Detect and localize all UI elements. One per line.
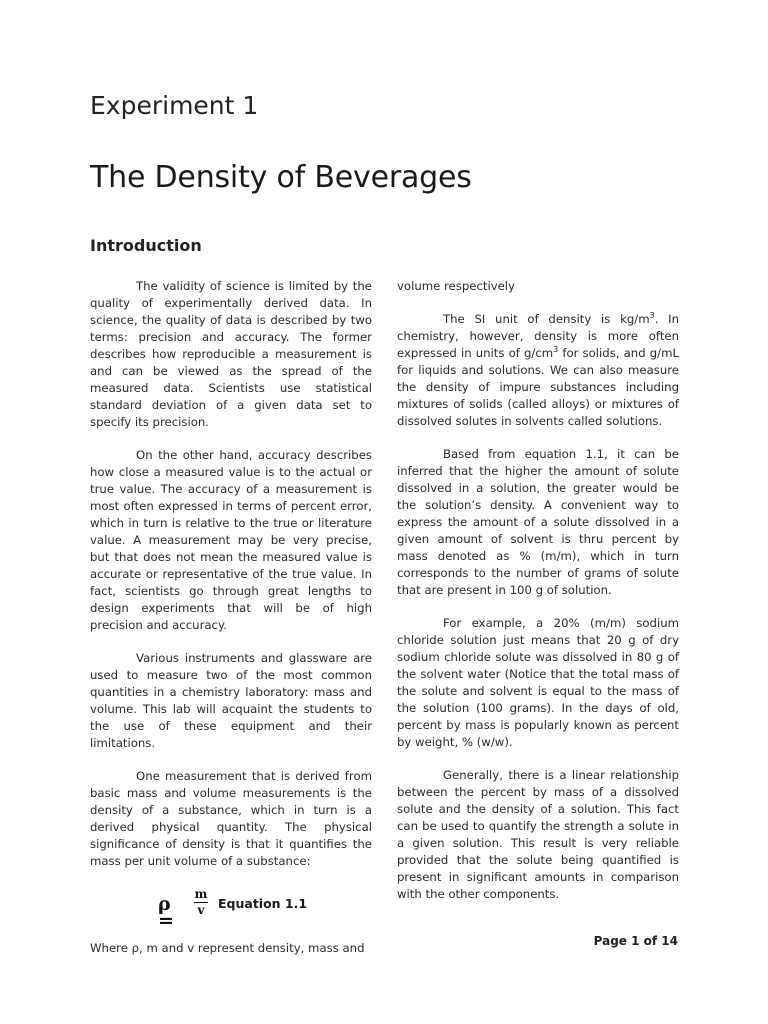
paragraph-density-definition: One measurement that is derived from basic mass and volume measurements is the density of a substance, which in turn is a derived physical quantity. The physical significance of density is that it quantifies the mass per unit volume of a substance: [90, 769, 372, 868]
paragraph-percent-by-mass: Based from equation 1.1, it can be inferred that the higher the amount of solute dissolved in a solution, the greater would be the solution’s density. A convenient way to express the amount of a solute dissolved in a given amount of solvent is thru percent by mass denoted as % (m/m), which in turn corresponds to the number of grams of solute that are present in 100 g of solution. [397, 447, 679, 597]
paragraph-precision: The validity of science is limited by the quality of experimentally derived data. In science, the quality of data is described by two terms: precision and accuracy. The former describes how reproducible a measurement is and can be viewed as the spread of the measured data. Scientists use statistical standard deviation of a given data set to specify its precision. [90, 279, 372, 429]
equation-fraction [194, 888, 208, 917]
si-unit-text-a: The SI unit of density is kg/m [443, 312, 650, 326]
paragraph-example: For example, a 20% (m/m) sodium chloride solution just means that 20 g of dry sodium chloride solute was dissolved in 80 g of the solvent water (Notice that the total mass of the solute and solvent is equal to the mass of the solution (100 grams). In the days of old, percent by mass is popularly known as percent by weight, % (w/w). [397, 616, 679, 749]
equation-denominator: v [197, 903, 205, 917]
page-number: Page 1 of 14 [593, 934, 678, 948]
superscript-3-cm: 3 [553, 345, 559, 354]
left-column [90, 278, 372, 957]
equation-lhs: ρ = [158, 893, 174, 932]
page-title: The Density of Beverages [90, 160, 472, 195]
density-equation [90, 886, 372, 932]
equation-label: Equation 1.1 [218, 896, 308, 911]
equation-numerator: m [194, 887, 208, 901]
superscript-3: 3 [649, 311, 655, 320]
paragraph-where: Where ρ, m and v represent density, mass and [90, 941, 365, 955]
experiment-label: Experiment 1 [90, 91, 259, 120]
paragraph-accuracy: On the other hand, accuracy describes how close a measured value is to the actual or true value. The accuracy of a measurement is most often expressed in terms of percent error, which in turn is relative to the true or literature value. A measurement may be very precise, but that does not mean the measured value is accurate or representative of the true value. In fact, scientists go through great lengths to design experiments that will be of high precision and accuracy. [90, 448, 372, 632]
si-unit-text-c: for solids, and g/mL for liquids and solutions. We can also measure the density of impure substances including mixtures of solids (called alloys) or mixtures of dissolved solutes in solvents called solutions. [397, 346, 679, 428]
si-unit-text-b: . In chemistry, however, density is more often expressed in units of g/cm [397, 312, 679, 360]
paragraph-si-unit [397, 311, 679, 430]
section-heading-introduction: Introduction [90, 236, 202, 255]
paragraph-instruments: Various instruments and glassware are used to measure two of the most common quantities in a chemistry laboratory: mass and volume. This lab will acquaint the students to the use of these equipment and their limitations. [90, 651, 372, 750]
right-column [397, 278, 679, 903]
paragraph-volume-respectively: volume respectively [397, 279, 515, 293]
paragraph-linear-relationship: Generally, there is a linear relationship between the percent by mass of a dissolved solute and the density of a solution. This fact can be used to quantify the strength a solute in a given solution. This result is very reliable provided that the solute being quantified is present in significant amounts in comparison with the other components. [397, 768, 679, 901]
